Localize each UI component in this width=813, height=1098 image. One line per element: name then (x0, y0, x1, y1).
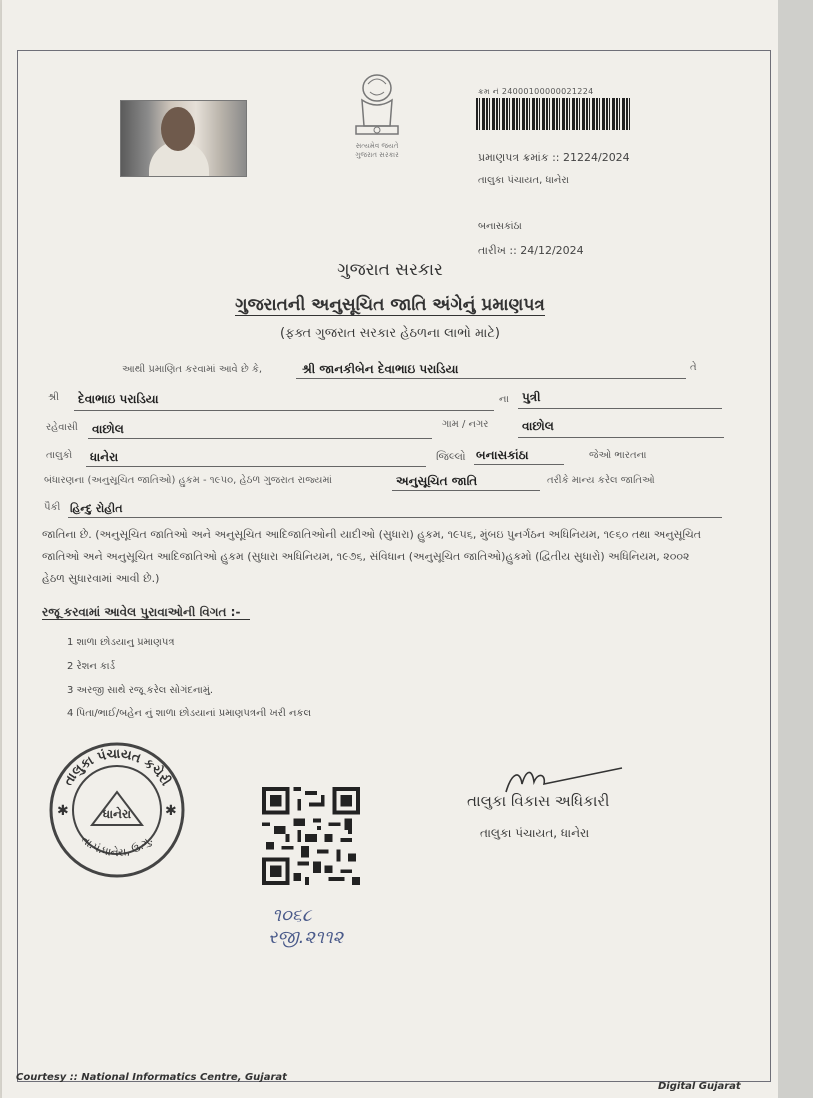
shri-label: શ્રી (48, 392, 60, 403)
document-item: 1 શાળા છોડયાનુ પ્રમાણપત્ર (67, 637, 175, 648)
village-line (518, 415, 724, 438)
na-label: ના (499, 394, 509, 405)
certificate-paper (2, 0, 778, 1098)
header-district: બનાસકાંઠા (478, 221, 522, 232)
district-line (474, 444, 564, 465)
svg-text:તાલુકા પંચાયત કચેરી (61, 747, 175, 789)
barcode (476, 98, 631, 130)
barcode-number: ક્રમ નં 24000100000021224 (478, 87, 594, 96)
india-label: જેઓ ભારતના (589, 450, 647, 461)
footer-credit: Courtesy :: National Informatics Centre, Gujarat (16, 1072, 287, 1083)
svg-text:✱: ✱ (165, 803, 177, 819)
father-line (74, 388, 494, 411)
document-item: 3 અરજી સાથે રજૂ કરેલ સોગંદનામું. (67, 685, 214, 696)
applicant-name: શ્રી જાનકીબેન દેવાભાઇ પરાડિયા (302, 362, 459, 376)
document-item: 2 રેશન કાર્ડ (67, 661, 116, 672)
resident-value: વાછોલ (92, 422, 124, 436)
header-office: તાલુકા પંચાયત, ધાનેરા (478, 175, 569, 186)
taluka-label: તાલુકો (46, 450, 73, 461)
taluka-line (86, 446, 426, 467)
relation-line (518, 386, 722, 409)
legal-paragraph: જાતિના છે. (અનુસૂચિત જાતિઓ અને અનુસૂચિત આદિજાતિઓની યાદીઓ (સુધારા) હુકમ, ૧૯૫૬, મુંબઇ પુનર્ગઠન અધિનિયમ, ૧૯૬૦ તથા અનુસૂચિત જાતિઓ અને અનુસૂચિત આદિજાતિઓ હુકમ (સુધારા અધિનિયમ, ૧૯૭૬, સંવિધાન (અનુસૂચિત જાતિઓ)હુકમો (દ્વિતીય સુધારો) અધિનિયમ, ૨૦૦૨ હેઠળ સુધારવામાં આવી છે.) (42, 528, 702, 585)
svg-text:✱: ✱ (57, 803, 69, 819)
district-label: જિલ્લો (436, 450, 466, 463)
seal-bottom-text: તા.પં.ધાનેરા, ઉ.ગુ. (78, 833, 156, 860)
government-title: ગુજરાત સરકાર (337, 260, 443, 280)
among-label: પૈકી (44, 502, 61, 513)
certificate-date: તારીખ :: 24/12/2024 (478, 244, 584, 257)
seal-middle-text: ધાનેરા (102, 807, 132, 821)
recognized-label: તરીકે માન્ય કરેલ જાતિઓ (547, 475, 655, 486)
taluka-value: ધાનેરા (90, 450, 119, 464)
seal-top-text: તાલુકા પંચાયત કચેરી (61, 746, 173, 789)
name-line (296, 358, 686, 379)
te-label: તે (690, 362, 697, 373)
certificate-number: પ્રમાણપત્ર ક્રમાંક :: 21224/2024 (478, 151, 630, 164)
village-label: ગામ / નગર (442, 419, 489, 430)
applicant-photo (120, 100, 247, 177)
father-name: દેવાભાઇ પરાડિયા (78, 392, 159, 406)
resident-label: રહેવાસી (46, 422, 78, 433)
documents-title: રજૂ કરવામાં આવેલ પુરાવાઓની વિગત :- (42, 605, 250, 620)
state-emblem-icon (342, 70, 412, 150)
signatory-title: તાલુકા વિકાસ અધિકારી (467, 792, 610, 810)
category-value: અનુસૂચિત જાતિ (396, 474, 478, 488)
signatory-office: તાલુકા પંચાયત, ધાનેરા (480, 826, 590, 840)
intro-label: આથી પ્રમાણિત કરવામાં આવે છે કે, (122, 364, 263, 375)
handwritten-note: ૧૦૬૮ રજી.૨૧૧૨ (268, 905, 344, 948)
emblem-caption: સત્યમેવ જયતે ગુજરાત સરકાર (355, 142, 399, 159)
resident-line (88, 418, 432, 439)
office-seal-icon (47, 740, 187, 880)
caste-line (68, 497, 722, 518)
document-item: 4 પિતા/ભાઈ/બહેન નું શાળા છોડયાનાં પ્રમાણપત્રની ખરી નકલ (67, 708, 312, 719)
village-value: વાછોલ (522, 419, 554, 433)
relation-value: પુત્રી (522, 390, 541, 404)
certificate-subtitle: (ફક્ત ગુજરાત સરકાર હેઠળના લાભો માટે) (280, 326, 500, 341)
svg-text:તા.પં.ધાનેરા, ઉ.ગુ. (79, 833, 155, 859)
footer-brand: Digital Gujarat (658, 1081, 741, 1092)
district-value: બનાસકાંઠા (476, 448, 529, 462)
qr-code (262, 786, 360, 886)
background-edge (778, 0, 813, 1098)
category-line (392, 470, 540, 491)
caste-value: હિન્દુ રોહીત (70, 502, 123, 515)
constitution-text: બંધારણના (અનુસૂચિત જાતિઓ) હુકમ - ૧૯૫૦, હેઠળ ગુજરાત રાજ્યમાં (44, 475, 332, 486)
certificate-title: ગુજરાતની અનુસૂચિત જાતિ અંગેનું પ્રમાણપત્ર (235, 295, 545, 315)
